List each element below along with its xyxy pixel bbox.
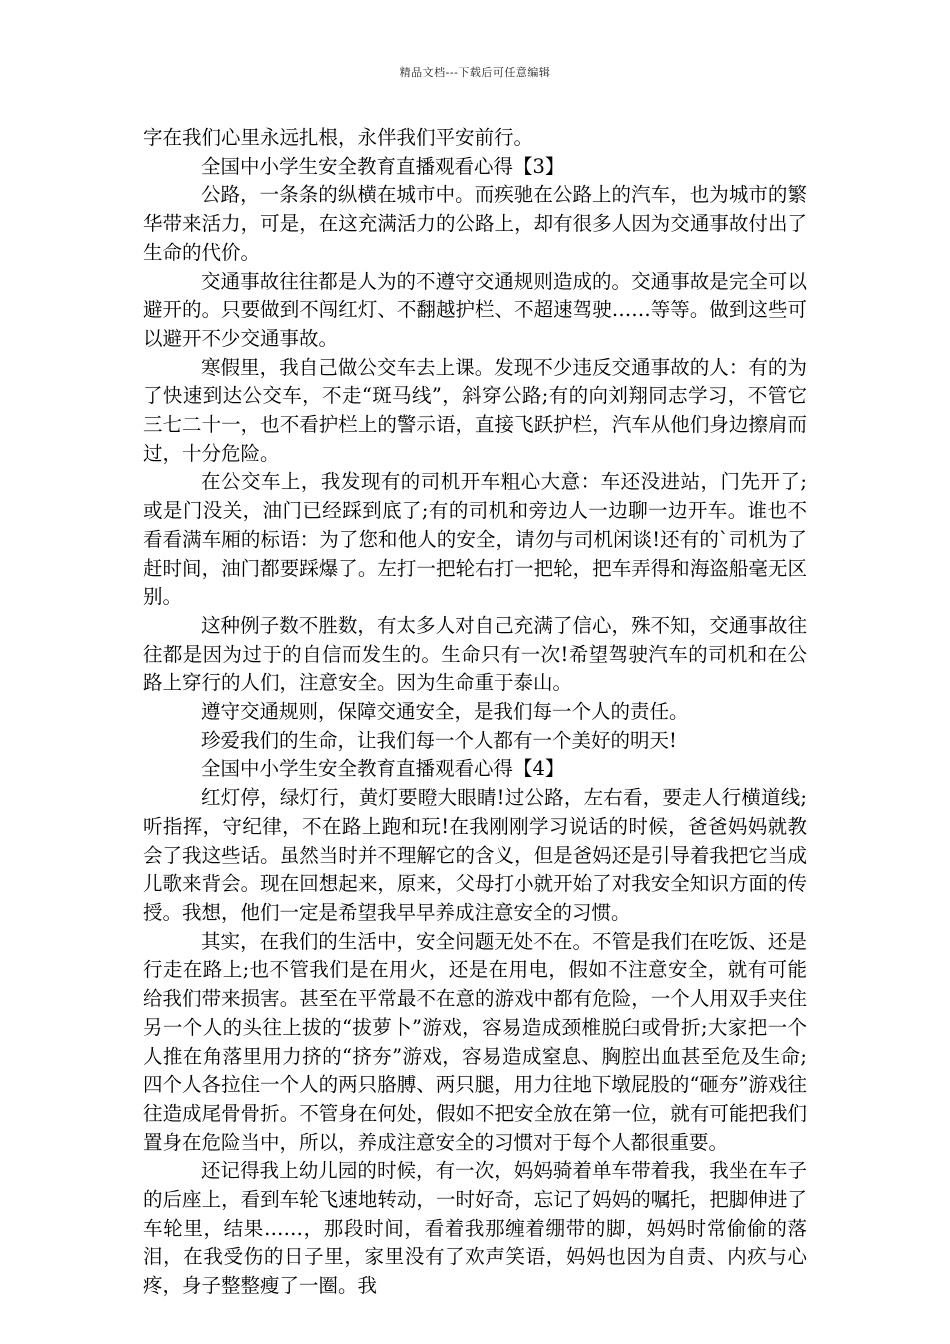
paragraph: 这种例子数不胜数，有太多人对自己充满了信心，殊不知，交通事故往往都是因为过于的自信而发生的。生命只有一次!希望驾驶汽车的司机和在公路上穿行的人们，注意安全。因为生命重于泰山。 [143,613,807,695]
page-header: 精品文档---下载后可任意编辑 [399,66,551,79]
paragraph: 公路，一条条的纵横在城市中。而疾驰在公路上的汽车，也为城市的繁华带来活力，可是，在这充满活力的公路上，却有很多人因为交通事故付出了生命的代价。 [143,183,807,264]
paragraph: 红灯停，绿灯行，黄灯要瞪大眼睛!过公路，左右看，要走人行横道线;听指挥，守纪律，不在路上跑和玩!在我刚刚学习说话的时候，爸爸妈妈就教会了我这些话。虽然当时并不理解它的含义，但是爸妈还是引导着我把它当成儿歌来背会。现在回想起来，原来，父母打小就开始了对我安全知识方面的传授。我想，他们一定是希望我早早养成注意安全的习惯。 [143,786,807,924]
paragraph: 在公交车上，我发现有的司机开车粗心大意：车还没进站，门先开了;或是门没关，油门已经踩到底了;有的司机和旁边人一边聊一边开车。谁也不看看满车厢的标语：为了您和他人的安全，请勿与司机闲谈!还有的`司机为了赶时间，油门都要踩爆了。左打一把轮右打一把轮，把车弄得和海盗船毫无区别。 [143,470,807,609]
paragraph: 交通事故往往都是人为的不遵守交通规则造成的。交通事故是完全可以避开的。只要做到不闯红灯、不翻越护栏、不超速驾驶……等等。做到这些可以避开不少交通事故。 [143,269,807,350]
paragraph: 遵守交通规则，保障交通安全，是我们每一个人的责任。 [201,700,689,724]
paragraph: 寒假里，我自己做公交车去上课。发现不少违反交通事故的人：有的为了快速到达公交车，不走“斑马线”，斜穿公路;有的向刘翔同志学习，不管它三七二十一，也不看护栏上的警示语，直接飞跃护栏，汽车从他们身边擦肩而过，十分危险。 [143,355,807,465]
paragraph: 还记得我上幼儿园的时候，有一次，妈妈骑着单车带着我，我坐在车子的后座上，看到车轮飞速地转动，一时好奇，忘记了妈妈的嘱托，把脚伸进了车轮里，结果……，那段时间，看着我那缠着绷带的脚，妈妈时常偷偷的落泪，在我受伤的日子里，家里没有了欢声笑语，妈妈也因为自责、内疚与心疼，身子整整瘦了一圈。我 [143,1159,807,1298]
section-heading: 全国中小学生安全教育直播观看心得【3】 [201,154,565,178]
paragraph: 字在我们心里永远扎根，永伴我们平安前行。 [143,126,534,149]
paragraph: 其实，在我们的生活中，安全问题无处不在。不管是我们在吃饭、还是行走在路上;也不管我们是在用火，还是在用电，假如不注意安全，就有可能给我们带来损害。甚至在平常最不在意的游戏中都有危险，一个人用双手夹住另一个人的头往上拔的“拔萝卜”游戏，容易造成颈椎脱臼或骨折;大家把一个人推在角落里用力挤的“挤夯”游戏，容易造成窒息、胸腔出血甚至危及生命;四个人各拉住一个人的两只胳膊、两只腿，用力往地下墩屁股的“砸夯”游戏往往造成尾骨骨折。不管身在何处，假如不把安全放在第一位，就有可能把我们置身在危险当中，所以，养成注意安全的习惯对于每个人都很重要。 [143,929,807,1154]
section-heading: 全国中小学生安全教育直播观看心得【4】 [201,757,565,781]
paragraph: 珍爱我们的生命，让我们每一个人都有一个美好的明天! [201,728,677,752]
document-body [143,124,807,1301]
